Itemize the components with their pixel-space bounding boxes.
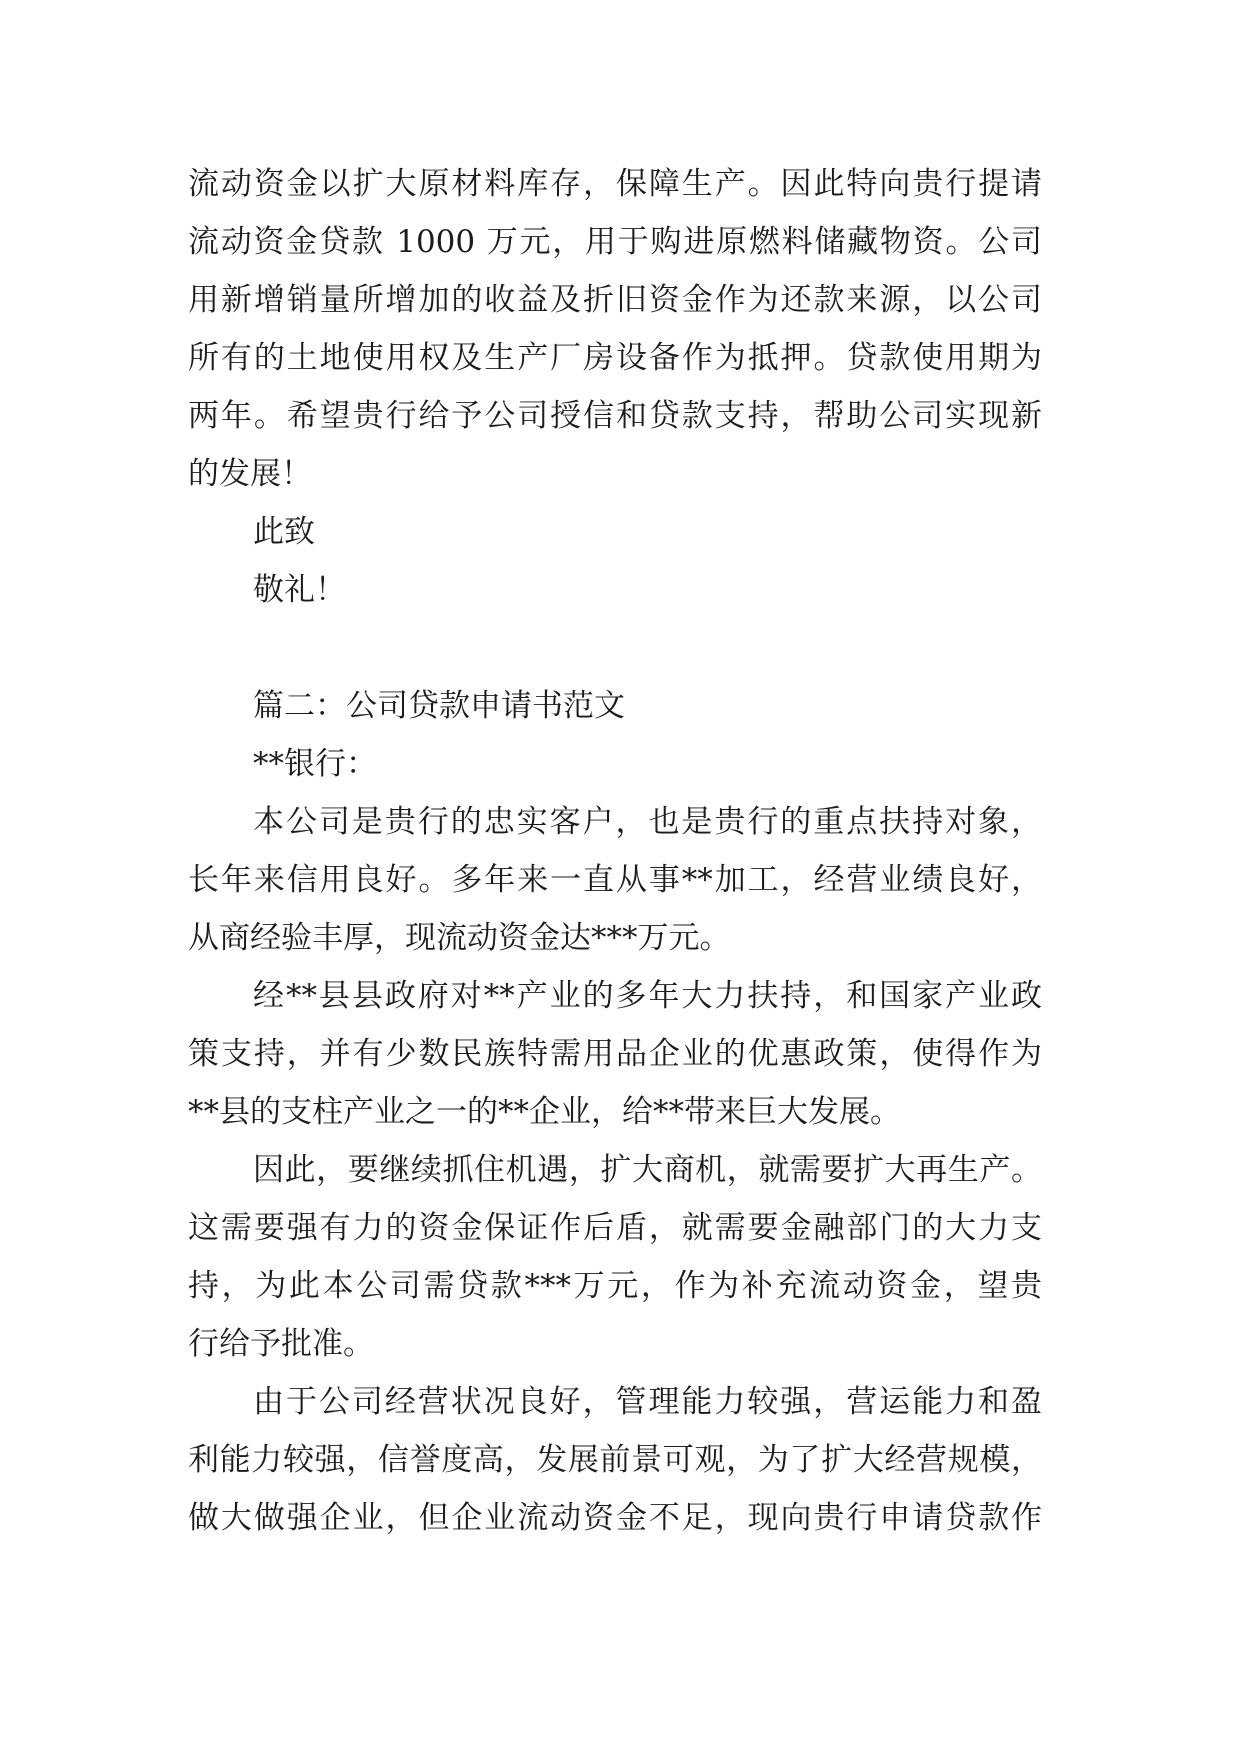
text-line: 本公司是贵行的忠实客户，也是贵行的重点扶持对象，	[253, 804, 1042, 840]
closing-regards: 敬礼！	[253, 572, 346, 608]
section-heading: 篇二：公司贷款申请书范文	[253, 688, 625, 724]
text-line: 的发展！	[188, 456, 312, 492]
text-line: 流动资金贷款 1000 万元，用于购进原燃料储藏物资。公司	[188, 224, 1042, 260]
text-line: 由于公司经营状况良好，管理能力较强，营运能力和盈	[253, 1384, 1042, 1420]
text-line: 行给予批准。	[188, 1326, 374, 1362]
text-line: 从商经验丰厚，现流动资金达***万元。	[188, 920, 731, 956]
text-line: 两年。希望贵行给予公司授信和贷款支持，帮助公司实现新	[188, 398, 1042, 434]
text-line: 利能力较强，信誉度高，发展前景可观，为了扩大经营规模，	[188, 1442, 1042, 1478]
text-line: 做大做强企业，但企业流动资金不足，现向贵行申请贷款作	[188, 1500, 1042, 1536]
text-line: 经**县县政府对**产业的多年大力扶持，和国家产业政	[253, 978, 1042, 1014]
text-line: 用新增销量所增加的收益及折旧资金作为还款来源，以公司	[188, 282, 1042, 318]
text-line: 流动资金以扩大原材料库存，保障生产。因此特向贵行提请	[188, 166, 1042, 202]
text-line: 长年来信用良好。多年来一直从事**加工，经营业绩良好，	[188, 862, 1042, 898]
text-line: 策支持，并有少数民族特需用品企业的优惠政策，使得作为	[188, 1036, 1042, 1072]
closing-salutation: 此致	[253, 514, 315, 550]
text-line: 所有的土地使用权及生产厂房设备作为抵押。贷款使用期为	[188, 340, 1042, 376]
text-line: **县的支柱产业之一的**企业，给**带来巨大发展。	[188, 1094, 901, 1130]
text-line: 持，为此本公司需贷款***万元，作为补充流动资金，望贵	[188, 1268, 1042, 1304]
addressee: **银行：	[253, 746, 377, 782]
text-line: 因此，要继续抓住机遇，扩大商机，就需要扩大再生产。	[253, 1152, 1042, 1188]
text-line: 这需要强有力的资金保证作后盾，就需要金融部门的大力支	[188, 1210, 1042, 1246]
